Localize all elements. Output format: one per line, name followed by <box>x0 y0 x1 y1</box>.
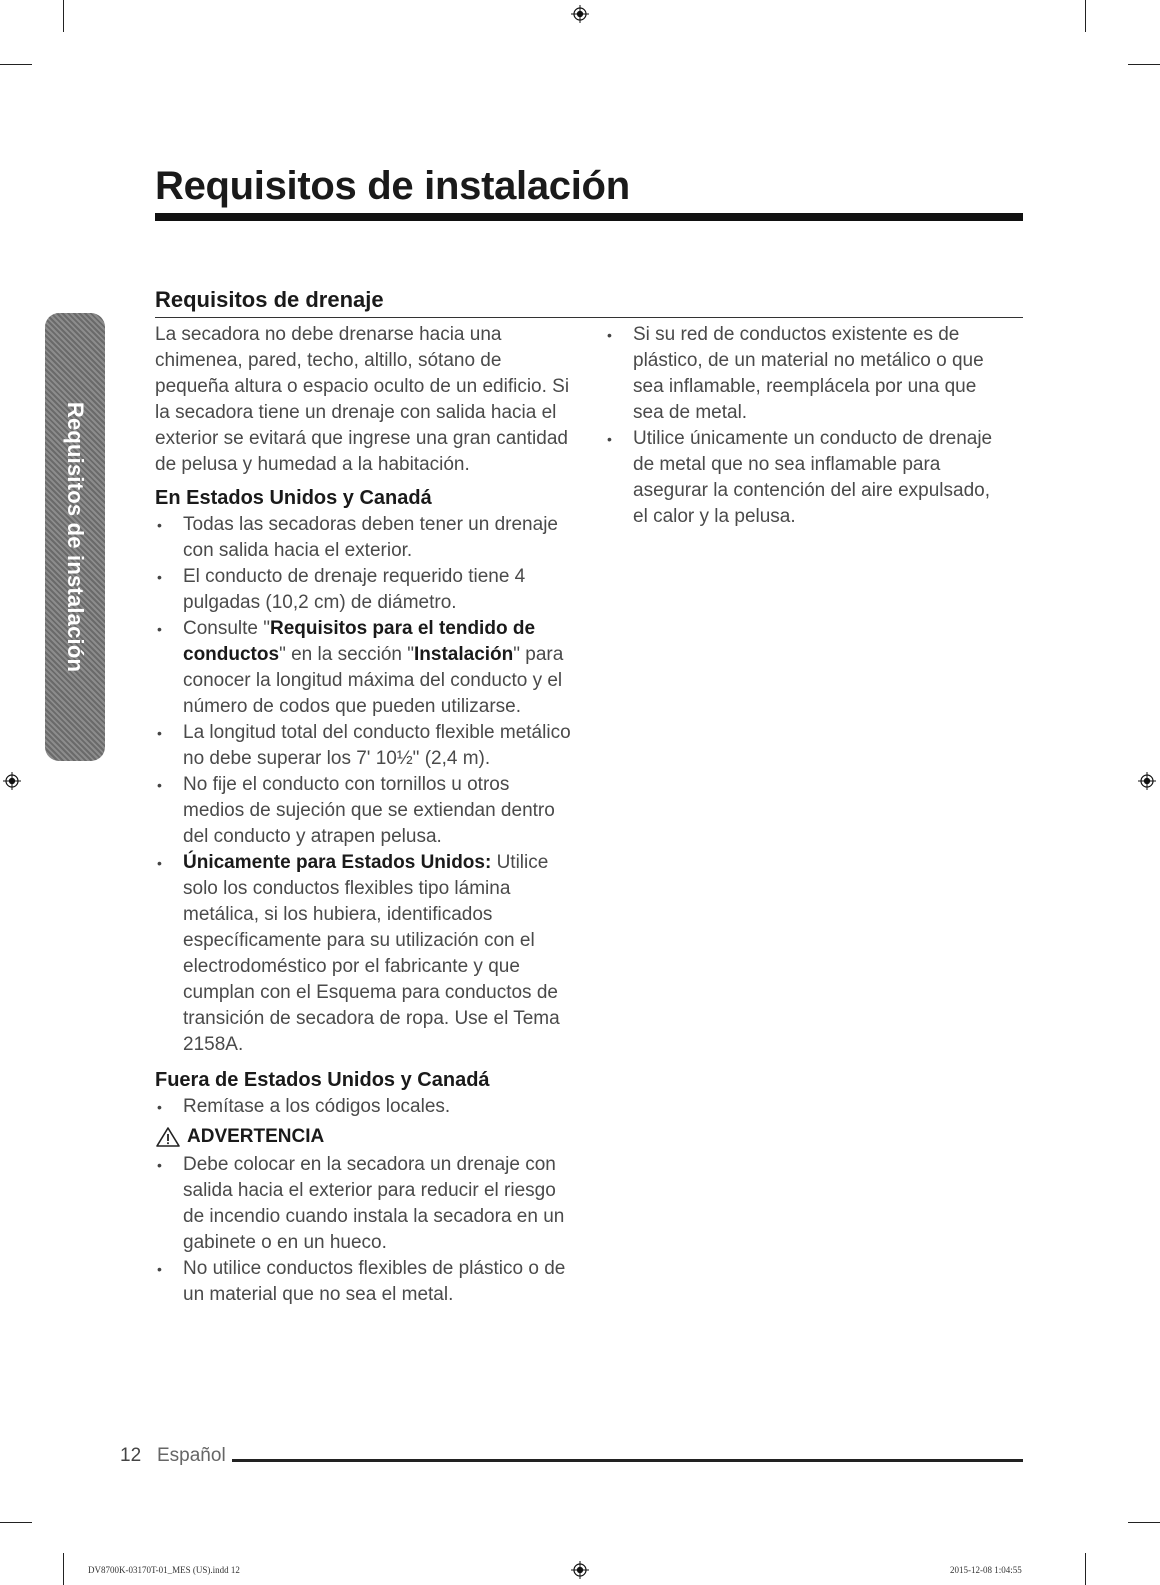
cross-reference: Instalación <box>414 644 514 665</box>
warning-label: ADVERTENCIA <box>187 1126 325 1147</box>
crop-mark <box>0 64 32 65</box>
list-item <box>155 850 575 1058</box>
text-run: Consulte " <box>183 618 271 639</box>
registration-mark-icon <box>1138 772 1156 790</box>
registration-mark-icon <box>3 772 21 790</box>
warning-list <box>155 1152 575 1308</box>
side-tab-label: Requisitos de instalación <box>63 401 88 673</box>
crop-mark <box>0 1522 32 1523</box>
section-rule <box>155 317 1023 318</box>
crop-mark <box>63 0 64 32</box>
left-column <box>155 322 575 1308</box>
us-canada-heading: En Estados Unidos y Canadá <box>155 487 432 509</box>
print-slug-right: 2015-12-08 1:04:55 <box>950 1565 1022 1575</box>
list-item: • Debe colocar en la secadora un drenaje con salida hacia el exterior para reducir el riesgo de incendio cuando instala la secadora en un gabinete o en un hueco. <box>155 1152 575 1256</box>
list-item: • No fije el conducto con tornillos u otros medios de sujeción que se extiendan dentro del conducto y atrapen pelusa. <box>155 772 575 850</box>
registration-mark-icon <box>571 1561 589 1579</box>
warning-header <box>155 1124 575 1150</box>
registration-mark-icon <box>571 5 589 23</box>
cross-reference: Requisitos para el tendido de conductos <box>183 618 536 665</box>
outside-list <box>155 1094 575 1120</box>
right-list <box>605 322 1010 530</box>
side-section-tab <box>45 313 105 761</box>
list-item: • Utilice únicamente un conducto de drenaje de metal que no sea inflamable para asegurar la contención del aire expulsado, el calor y la pelusa. <box>605 426 1010 530</box>
text-run: " para conocer la longitud máxima del conducto y el número de codos que pueden utilizarse. <box>183 644 564 717</box>
text-run: Utilice solo los conductos flexibles tipo lámina metálica, si los hubiera, identificados específicamente para su utilización con el electrodoméstico por el fabricante y que cumplan con el Esquema para conductos de transición de secadora de ropa. Use el Tema 2158A. <box>183 852 560 1055</box>
crop-mark <box>1128 1522 1160 1523</box>
list-item: • Si su red de conductos existente es de plástico, de un material no metálico o que sea inflamable, reemplácela por una que sea de metal. <box>605 322 1010 426</box>
crop-mark <box>1085 1553 1086 1585</box>
list-item: • Todas las secadoras deben tener un drenaje con salida hacia el exterior. <box>155 512 575 564</box>
crop-mark <box>1085 0 1086 32</box>
outside-heading: Fuera de Estados Unidos y Canadá <box>155 1069 490 1091</box>
list-item: • No utilice conductos flexibles de plástico o de un material que no sea el metal. <box>155 1256 575 1308</box>
page-number: 12 <box>120 1445 142 1466</box>
crop-mark <box>63 1553 64 1585</box>
list-item: • Remítase a los códigos locales. <box>155 1094 575 1120</box>
warning-triangle-icon <box>155 1126 181 1148</box>
us-canada-list <box>155 512 575 1058</box>
footer-language: Español <box>157 1445 226 1466</box>
intro-paragraph: La secadora no debe drenarse hacia una chimenea, pared, techo, altillo, sótano de pequeña altura o espacio oculto de un edificio. Si la secadora tiene un drenaje con salida hacia el exterior se evitará que ingrese una gran cantidad de pelusa y humedad a la habitación. <box>155 324 570 475</box>
crop-mark <box>1128 64 1160 65</box>
section-title: Requisitos de drenaje <box>155 287 384 312</box>
list-item: • El conducto de drenaje requerido tiene 4 pulgadas (10,2 cm) de diámetro. <box>155 564 575 616</box>
title-rule <box>155 213 1023 221</box>
list-item <box>155 616 575 720</box>
bold-lead: Únicamente para Estados Unidos: <box>183 852 492 873</box>
list-item: • La longitud total del conducto flexible metálico no debe superar los 7' 10½" (2,4 m). <box>155 720 575 772</box>
text-run: " en la sección " <box>279 644 415 665</box>
page-title: Requisitos de instalación <box>155 164 630 208</box>
print-slug-left: DV8700K-03170T-01_MES (US).indd 12 <box>88 1565 240 1575</box>
footer-rule <box>232 1459 1023 1462</box>
right-column <box>605 322 1010 530</box>
